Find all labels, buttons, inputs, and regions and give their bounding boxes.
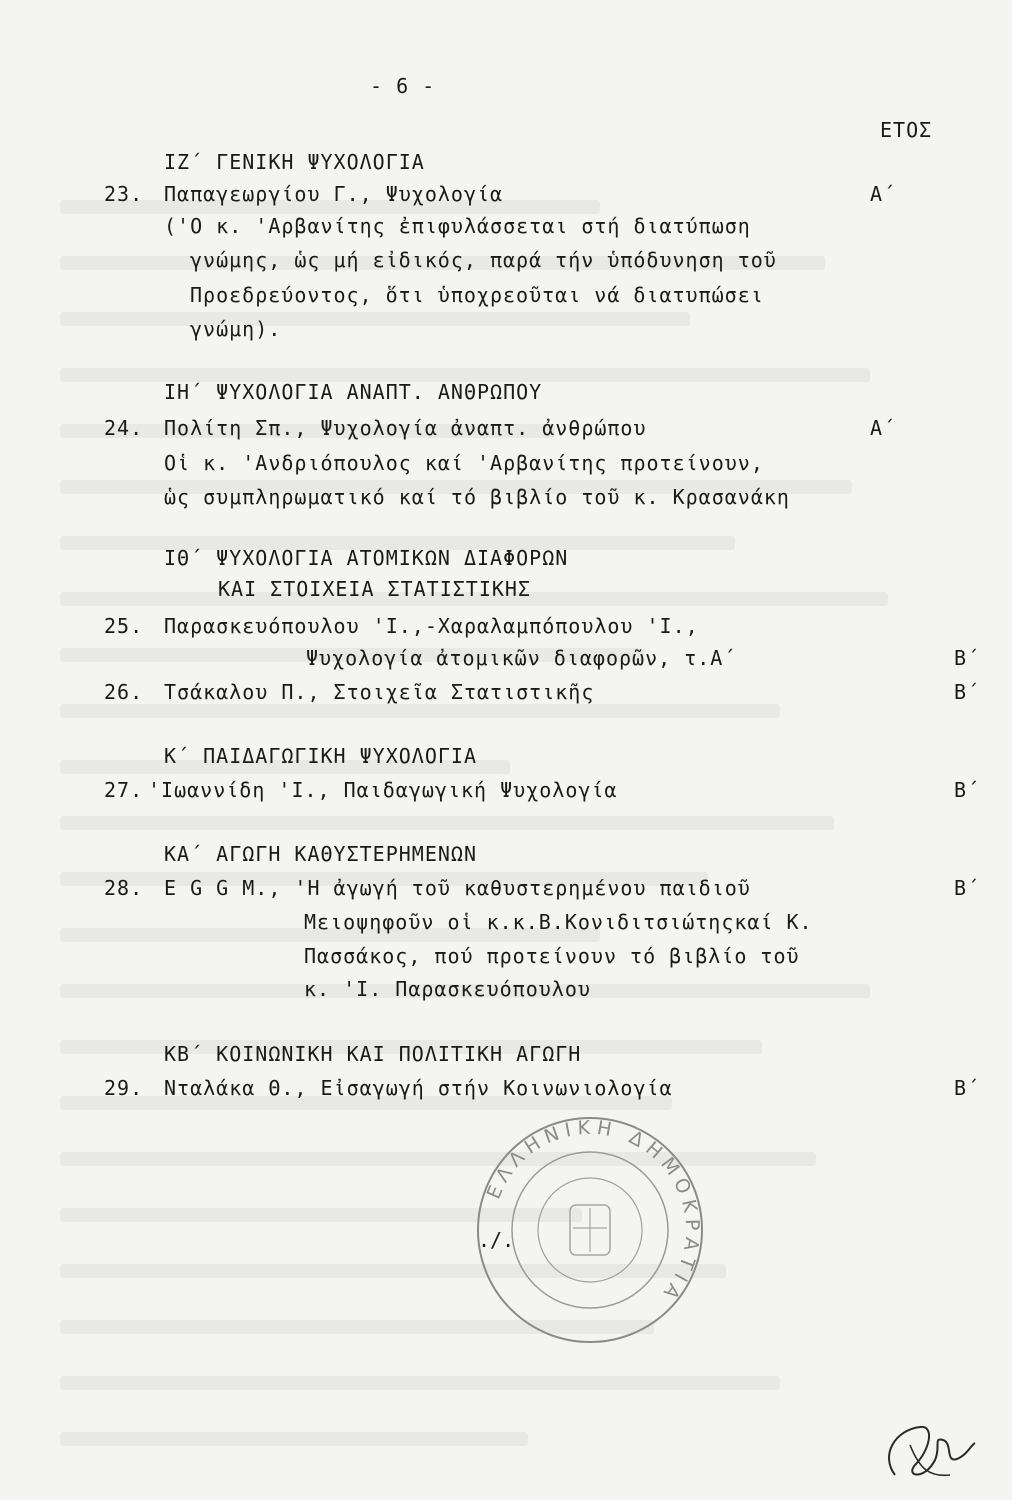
handwritten-signature <box>875 1415 985 1490</box>
entry-line: Προεδρεύοντος, ὅτι ὑποχρεοῦται νά διατυπώσει <box>190 283 764 307</box>
section-heading: Κ΄ ΠΑΙΔΑΓΩΓΙΚΗ ΨΥΧΟΛΟΓΙΑ <box>164 744 477 768</box>
page-number: - 6 - <box>370 74 436 98</box>
entry-line: 'Ιωαννίδη 'Ι., Παιδαγωγική Ψυχολογία <box>148 778 618 802</box>
year-b: Β΄ <box>954 646 981 670</box>
entry-line: Νταλάκα Θ., Εἰσαγωγή στήν Κοινωνιολογία <box>164 1076 673 1100</box>
svg-text:ΕΛΛΗΝΙΚΗ ΔΗΜΟΚΡΑΤΙΑ <box>483 1117 703 1308</box>
entry-number: 23. <box>104 182 144 206</box>
year-b: Β΄ <box>954 778 981 802</box>
entry-line: Πασσάκος, πού προτείνουν τό βιβλίο τοῦ <box>304 944 800 968</box>
entry-line: ('Ο κ. 'Αρβανίτης ἐπιφυλάσσεται στή διατύπωση <box>164 214 751 238</box>
entry-number: 26. <box>104 680 144 704</box>
entry-line: Τσάκαλου Π., Στοιχεῖα Στατιστικῆς <box>164 680 595 704</box>
end-mark: ./. <box>478 1228 515 1252</box>
section-heading: ΚΑ΄ ΑΓΩΓΗ ΚΑΘΥΣΤΕΡΗΜΕΝΩΝ <box>164 842 477 866</box>
year-b: Β΄ <box>954 680 981 704</box>
section-heading: ΚΒ΄ ΚΟΙΝΩΝΙΚΗ ΚΑΙ ΠΟΛΙΤΙΚΗ ΑΓΩΓΗ <box>164 1042 582 1066</box>
entry-line: κ. 'Ι. Παρασκευόπουλου <box>304 977 591 1001</box>
entry-line: Παπαγεωργίου Γ., Ψυχολογία <box>164 182 504 206</box>
entry-number: 28. <box>104 876 144 900</box>
entry-number: 29. <box>104 1076 144 1100</box>
entry-number: 24. <box>104 416 144 440</box>
section-heading-continued: ΚΑΙ ΣΤΟΙΧΕΙΑ ΣΤΑΤΙΣΤΙΚΗΣ <box>218 577 531 601</box>
section-heading: ΙΘ΄ ΨΥΧΟΛΟΓΙΑ ΑΤΟΜΙΚΩΝ ΔΙΑΦΟΡΩΝ <box>164 546 569 570</box>
section-heading: ΙΖ΄ ΓΕΝΙΚΗ ΨΥΧΟΛΟΓΙΑ <box>164 150 425 174</box>
year-b: Β΄ <box>954 1076 981 1100</box>
entry-line: Πολίτη Σπ., Ψυχολογία ἀναπτ. ἀνθρώπου <box>164 416 647 440</box>
year-a: Α΄ <box>870 182 897 206</box>
entry-line: Ψυχολογία ἀτομικῶν διαφορῶν, τ.Α΄ <box>306 646 737 670</box>
section-heading: ΙΗ΄ ΨΥΧΟΛΟΓΙΑ ΑΝΑΠΤ. ΑΝΘΡΩΠΟΥ <box>164 380 543 404</box>
entry-line: Μειοψηφοῦν οἱ κ.κ.Β.Κονιδιτσιώτηςκαί Κ. <box>304 910 813 934</box>
entry-line: E G G M., 'Η ἀγωγή τοῦ καθυστερημένου παιδιοῦ <box>164 876 751 900</box>
year-a: Α΄ <box>870 416 897 440</box>
year-b: Β΄ <box>954 876 981 900</box>
entry-number: 25. <box>104 614 144 638</box>
entry-line: ὡς συμπληρωματικό καί τό βιβλίο τοῦ κ. Κρασανάκη <box>164 485 790 509</box>
entry-line: γνώμης, ὡς μή εἰδικός, παρά τήν ὑπόδυνηση τοῦ <box>190 248 777 272</box>
entry-number: 27. <box>104 778 144 802</box>
seal-text: ΕΛΛΗΝΙΚΗ ΔΗΜΟΚΡΑΤΙΑ <box>482 1116 704 1308</box>
entry-line: Οἱ κ. 'Ανδριόπουλος καί 'Αρβανίτης προτείνουν, <box>164 451 764 475</box>
entry-line: Παρασκευόπουλου 'Ι.,-Χαραλαμπόπουλου 'Ι., <box>164 614 699 638</box>
year-column-header: ΕΤΟΣ <box>880 118 933 142</box>
entry-line: γνώμη). <box>190 317 282 341</box>
